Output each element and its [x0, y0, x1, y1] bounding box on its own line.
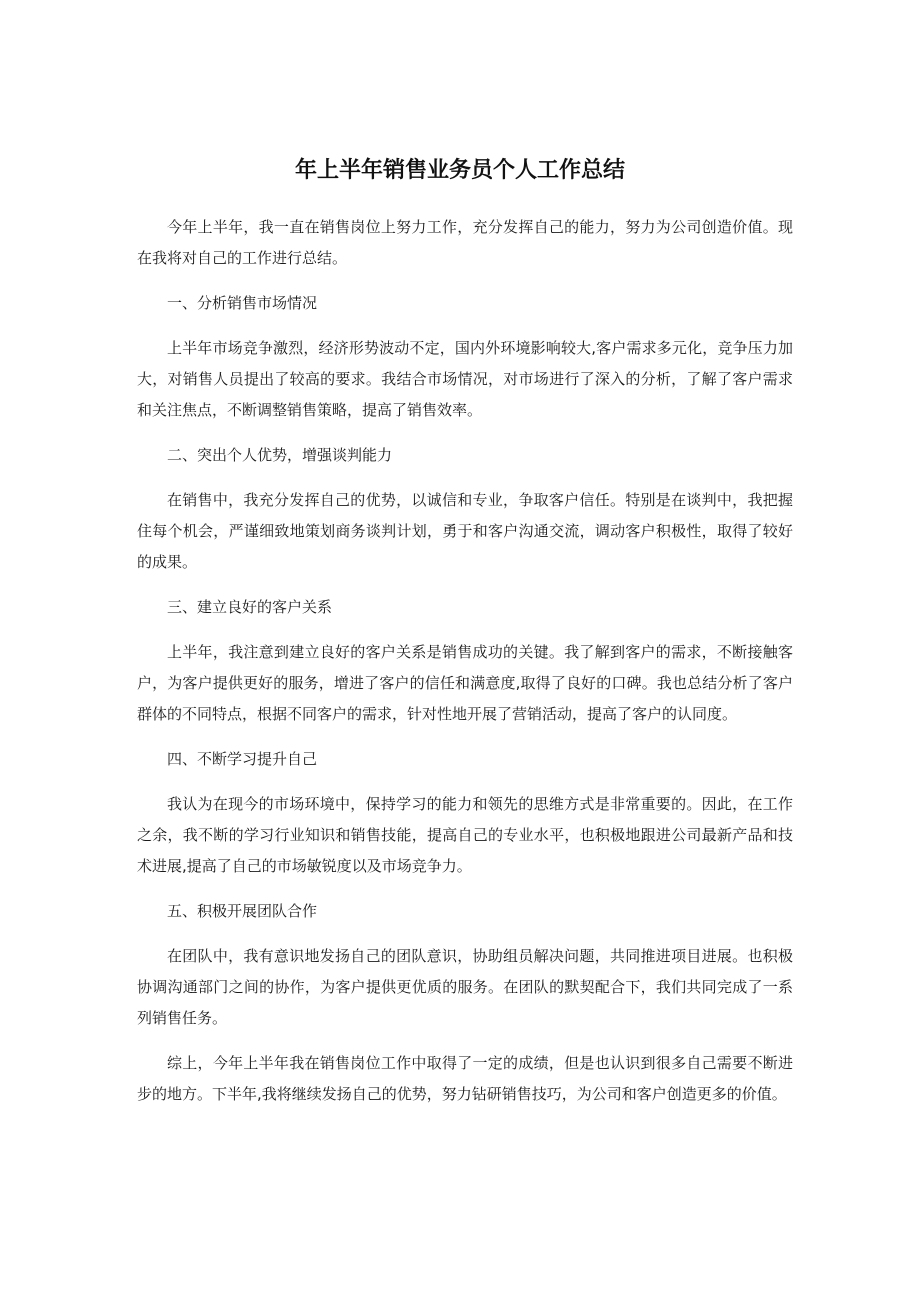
- section-1-paragraph: 上半年市场竞争激烈，经济形势波动不定，国内外环境影响较大,客户需求多元化，竞争压力加大，对销售人员提出了较高的要求。我结合市场情况，对市场进行了深入的分析，了解了客户需求和关注焦点，不断调整销售策略，提高了销售效率。: [137, 339, 793, 419]
- section-4-paragraph: 我认为在现今的市场环境中，保持学习的能力和领先的思维方式是非常重要的。因此，在工作之余，我不断的学习行业知识和销售技能，提高自己的专业水平，也积极地跟进公司最新产品和技术进展,提高了自己的市场敏锐度以及市场竞争力。: [137, 795, 793, 875]
- conclusion-paragraph: 综上，今年上半年我在销售岗位工作中取得了一定的成绩，但是也认识到很多自己需要不断进步的地方。下半年,我将继续发扬自己的优势，努力钻研销售技巧，为公司和客户创造更多的价值。: [137, 1054, 793, 1103]
- section-3-heading: 三、建立良好的客户关系: [167, 598, 333, 616]
- section-3-paragraph: 上半年，我注意到建立良好的客户关系是销售成功的关键。我了解到客户的需求，不断接触客户，为客户提供更好的服务，增进了客户的信任和满意度,取得了良好的口碑。我也总结分析了客户群体的不同特点，根据不同客户的需求，针对性地开展了营销活动，提高了客户的认同度。: [137, 643, 793, 723]
- page-title: 年上半年销售业务员个人工作总结: [294, 157, 625, 183]
- section-1-heading: 一、分析销售市场情况: [167, 294, 318, 312]
- section-2-heading: 二、突出个人优势，增强谈判能力: [167, 446, 393, 464]
- section-5-heading: 五、积极开展团队合作: [167, 902, 318, 920]
- section-2-paragraph: 在销售中，我充分发挥自己的优势，以诚信和专业，争取客户信任。特别是在谈判中，我把握住每个机会，严谨细致地策划商务谈判计划，勇于和客户沟通交流，调动客户积极性，取得了较好的成果。: [137, 491, 793, 571]
- document-body: [137, 212, 793, 1110]
- intro-paragraph: 今年上半年，我一直在销售岗位上努力工作，充分发挥自己的能力，努力为公司创造价值。现在我将对自己的工作进行总结。: [137, 218, 793, 267]
- section-5-paragraph: 在团队中，我有意识地发扬自己的团队意识，协助组员解决问题，共同推进项目进展。也积极协调沟通部门之间的协作，为客户提供更优质的服务。在团队的默契配合下，我们共同完成了一系列销售任务。: [137, 947, 793, 1027]
- section-4-heading: 四、不断学习提升自己: [167, 750, 318, 768]
